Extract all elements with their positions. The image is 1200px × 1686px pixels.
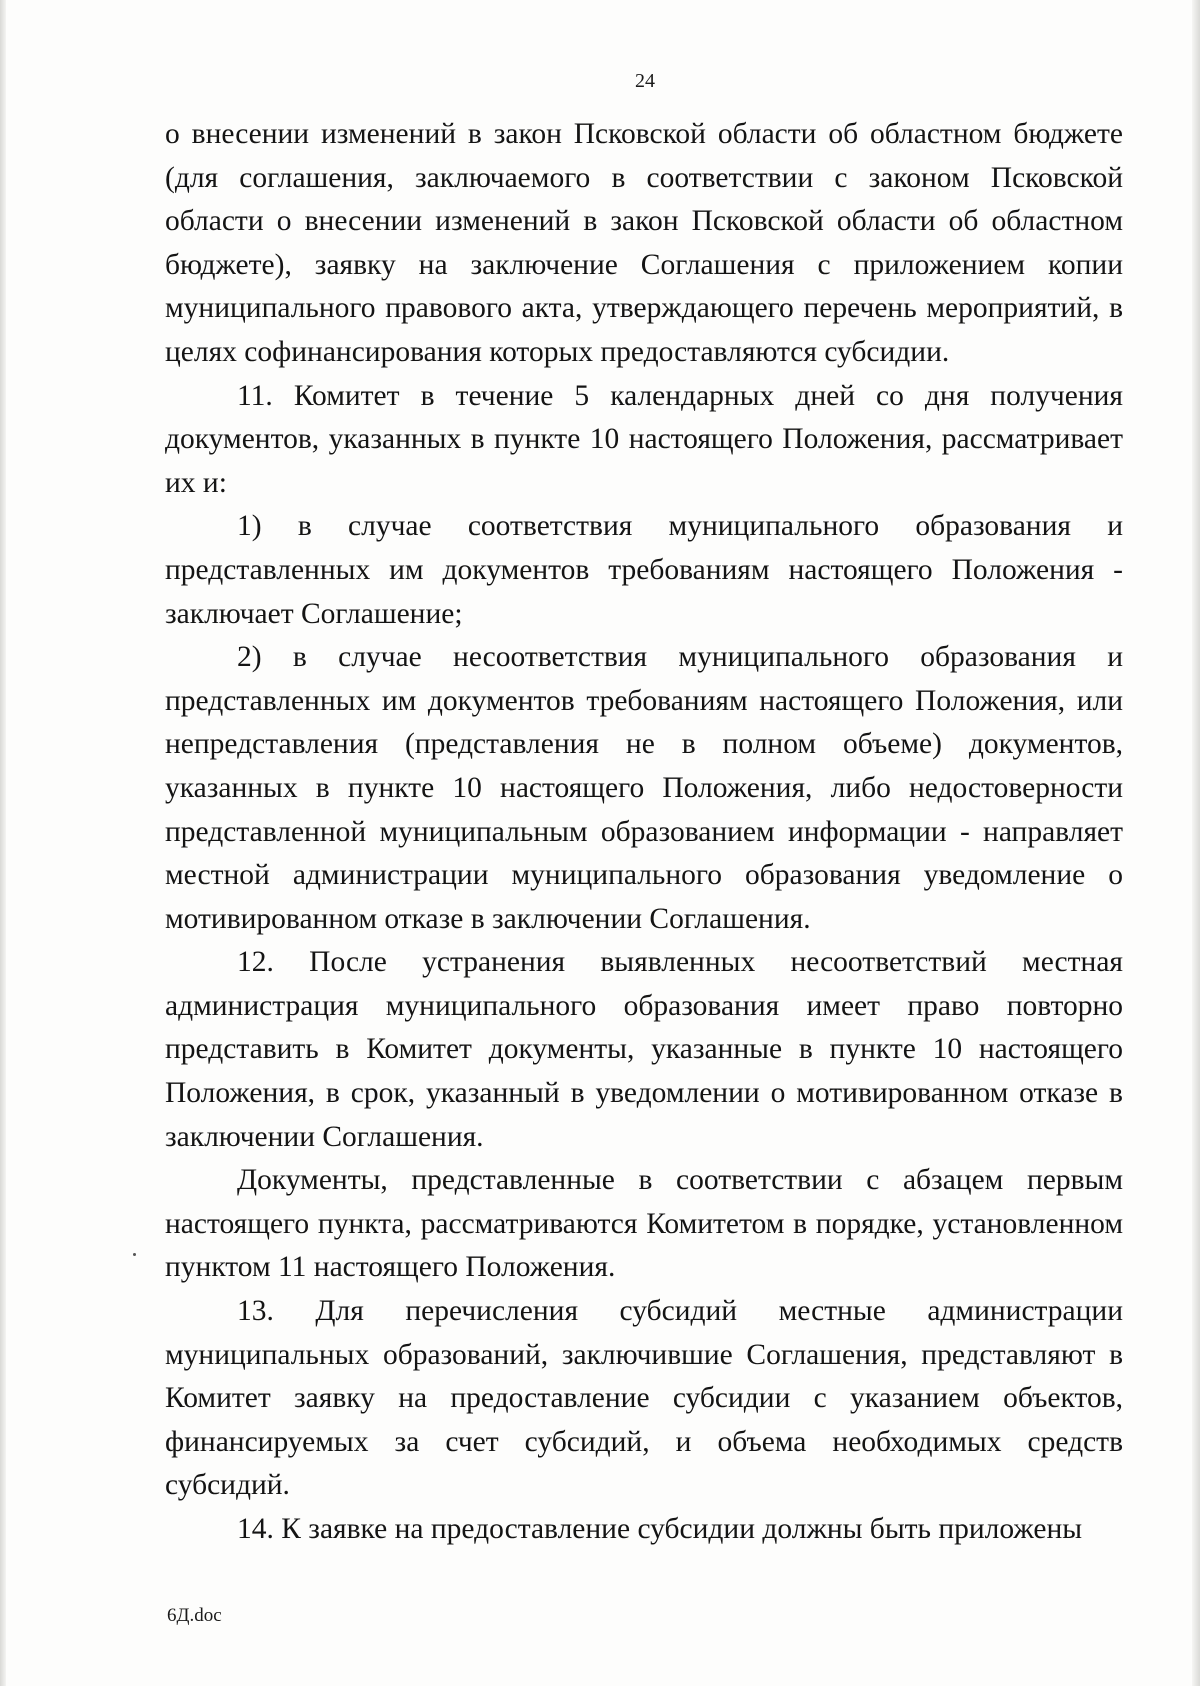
paragraph-subitem-2: 2) в случае несоответствия муниципального образования и представленных им документов требованиям настоящего Положения, или непредставления (представления не в полном объеме) документов, указанных в пункте 10 настоящего Положения, либо недостоверности представленной муниципальным образованием информации - направляет местной администрации муниципального образования уведомление о мотивированном отказе в заключении Соглашения. — [165, 641, 1123, 935]
paragraph-item-11: 11. Комитет в течение 5 календарных дней со дня получения документов, указанных в пункте 10 настоящего Положения, рассматривает их и: — [165, 379, 1123, 499]
paragraph-item-12-second: Документы, представленные в соответствии с абзацем первым настоящего пункта, рассматриваются Комитетом в порядке, установленном пунктом 11 настоящего Положения. — [165, 1164, 1123, 1284]
footer-filename: 6Д.doc — [167, 1605, 222, 1626]
page-number: 24 — [635, 70, 655, 92]
scan-speck — [133, 1253, 136, 1256]
paragraph-item-14: 14. К заявке на предоставление субсидии должны быть приложены — [237, 1513, 1083, 1545]
paragraph-item-13: 13. Для перечисления субсидий местные администрации муниципальных образований, заключившие Соглашения, представляют в Комитет заявку на предоставление субсидии с указанием объектов, финансируемых за счет субсидий, и объема необходимых средств субсидий. — [165, 1295, 1123, 1502]
paragraph-continuation: о внесении изменений в закон Псковской области об областном бюджете (для соглашения, заключаемого в соответствии с законом Псковской области о внесении изменений в закон Псковской области об областном бюджете), заявку на заключение Соглашения с приложением копии муниципального правового акта, утверждающего перечень мероприятий, в целях софинансирования которых предоставляются субсидии. — [165, 118, 1123, 368]
document-body — [165, 113, 1123, 1552]
paragraph-subitem-1: 1) в случае соответствия муниципального образования и представленных им документов требованиям настоящего Положения - заключает Соглашение; — [165, 510, 1123, 630]
paragraph-item-12: 12. После устранения выявленных несоответствий местная администрация муниципального образования имеет право повторно представить в Комитет документы, указанные в пункте 10 настоящего Положения, в срок, указанный в уведомлении о мотивированном отказе в заключении Соглашения. — [165, 946, 1123, 1153]
scan-edge-left — [0, 0, 6, 1686]
scan-edge-right — [1192, 0, 1200, 1686]
